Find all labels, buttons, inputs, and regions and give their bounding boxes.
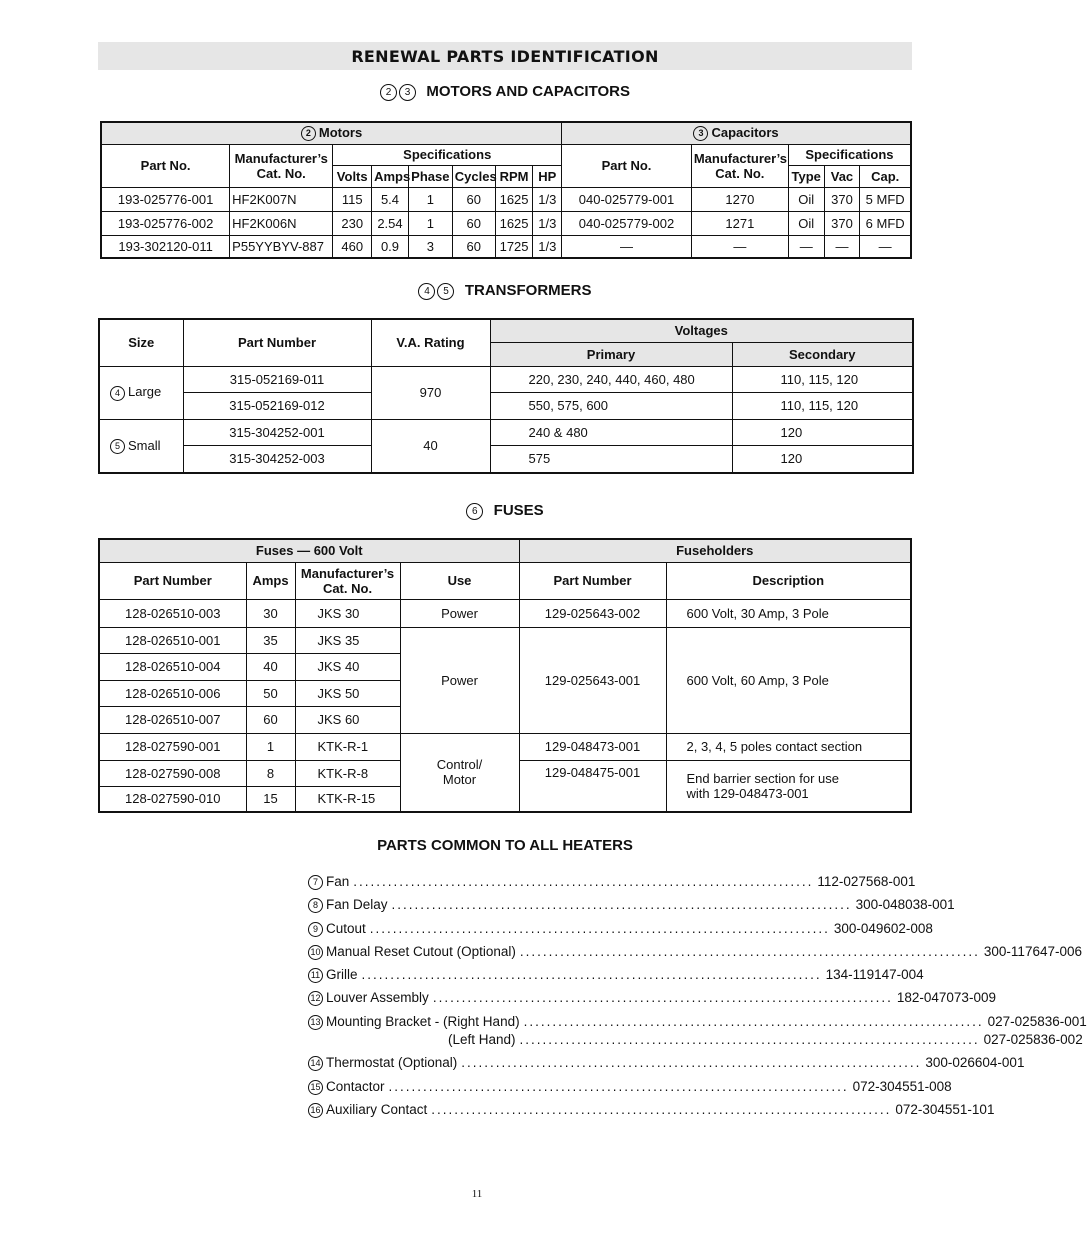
leader-dots: ................................................................................ <box>461 1055 922 1071</box>
header-line: Manufacturer’s <box>300 565 395 581</box>
part-label <box>308 990 429 1006</box>
col-amps: Amps <box>372 165 409 187</box>
cell: 370 <box>824 211 860 235</box>
cell: 1270 <box>691 187 788 211</box>
col-use: Use <box>400 562 519 599</box>
cell: 128-027590-010 <box>99 786 246 812</box>
circle-number: 5 <box>437 283 454 300</box>
fuses-heading <box>98 502 912 520</box>
cell: 15 <box>246 786 295 812</box>
cell: 110, 115, 120 <box>732 366 913 392</box>
cell: 193-302120-011 <box>101 235 230 258</box>
header-line: Manufacturer’s <box>693 150 788 166</box>
cell: 129-048473-001 <box>519 733 666 760</box>
cell: JKS 35 <box>295 627 400 653</box>
leader-dots: ................................................................................ <box>523 1013 984 1029</box>
part-name: Contactor <box>326 1078 385 1094</box>
part-number: 300-049602-008 <box>833 920 933 936</box>
cell: 970 <box>371 366 490 419</box>
col-part-number: Part Number <box>183 319 371 366</box>
part-name: Auxiliary Contact <box>326 1101 428 1117</box>
part-number: 027-025836-001 <box>987 1013 1087 1029</box>
part-number: 112-027568-001 <box>817 874 916 889</box>
cell: 120 <box>732 419 913 445</box>
cell: 460 <box>333 235 372 258</box>
part-name: Louver Assembly <box>326 990 429 1006</box>
cell: 370 <box>824 187 860 211</box>
part-label <box>308 921 366 937</box>
cell: 40 <box>371 419 490 473</box>
cell: 129-025643-001 <box>519 627 666 733</box>
cell: 60 <box>246 706 295 733</box>
col-part-no: Part No. <box>101 144 230 187</box>
capacitors-group-header <box>562 122 911 144</box>
header-line: Cat. No. <box>256 165 306 181</box>
page-title-banner <box>98 42 912 70</box>
cell: 600 Volt, 60 Amp, 3 Pole <box>666 627 911 733</box>
table-row <box>99 599 911 627</box>
cell: 50 <box>246 680 295 706</box>
table-row <box>99 733 911 760</box>
part-label <box>308 944 516 960</box>
circle-number: 4 <box>110 386 125 401</box>
cell: 128-026510-004 <box>99 653 246 680</box>
circle-number: 9 <box>308 922 323 937</box>
table-row <box>99 392 913 419</box>
circle-number: 10 <box>308 945 323 960</box>
part-name: Fan Delay <box>326 897 388 913</box>
cell: 5 MFD <box>860 187 911 211</box>
cell: 60 <box>452 211 495 235</box>
list-item <box>308 967 924 990</box>
col-specifications: Specifications <box>333 144 562 165</box>
cell: 128-026510-006 <box>99 680 246 706</box>
cell: 1725 <box>495 235 533 258</box>
circle-number: 2 <box>380 84 397 101</box>
cell: 129-048475-001 <box>519 760 666 812</box>
list-item <box>308 1055 1025 1078</box>
section-title: PARTS COMMON TO ALL HEATERS <box>377 837 633 854</box>
cell: JKS 50 <box>295 680 400 706</box>
list-item <box>308 897 955 920</box>
fuses-table <box>98 538 912 813</box>
cell: KTK-R-8 <box>295 760 400 786</box>
leader-dots: ................................................................................ <box>431 1101 892 1117</box>
cell <box>666 760 911 812</box>
part-name: (Left Hand) <box>448 1032 516 1048</box>
cell: 60 <box>452 187 495 211</box>
capacitors-label: Capacitors <box>711 125 779 141</box>
part-name: Thermostat (Optional) <box>326 1055 458 1071</box>
cell: 220, 230, 240, 440, 460, 480 <box>490 366 732 392</box>
table-row <box>99 366 913 392</box>
part-number: 134-119147-004 <box>825 967 924 983</box>
circle-number: 7 <box>308 875 323 890</box>
part-number: 300-117647-006 <box>983 943 1082 959</box>
col-phase: Phase <box>408 165 452 187</box>
circle-number: 3 <box>399 84 416 101</box>
cell: 128-027590-001 <box>99 733 246 760</box>
part-label <box>308 874 349 890</box>
list-item <box>308 1101 995 1125</box>
cell: 315-304252-003 <box>183 445 371 473</box>
list-item <box>308 943 1082 967</box>
col-type: Type <box>788 165 824 187</box>
desc-line: End barrier section for use <box>686 770 839 786</box>
col-fh-part-number: Part Number <box>519 562 666 599</box>
col-cap-mfr-cat <box>691 144 788 187</box>
leader-dots: ................................................................................ <box>361 967 822 983</box>
cell: 193-025776-001 <box>101 187 230 211</box>
table-row <box>101 187 911 211</box>
circle-number: 3 <box>693 126 708 141</box>
page-title: RENEWAL PARTS IDENTIFICATION <box>351 46 659 66</box>
cell: KTK-R-1 <box>295 733 400 760</box>
col-vac: Vac <box>824 165 860 187</box>
cell: 1/3 <box>533 187 562 211</box>
cell: 128-026510-001 <box>99 627 246 653</box>
cell: 1 <box>408 211 452 235</box>
circle-number: 15 <box>308 1080 323 1095</box>
motors-capacitors-table <box>100 121 912 259</box>
leader-dots: ................................................................................ <box>519 1032 980 1048</box>
part-name: Mounting Bracket - (Right Hand) <box>326 1013 520 1029</box>
cell: — <box>824 235 860 258</box>
part-name: Manual Reset Cutout (Optional) <box>326 943 516 959</box>
cell: — <box>562 235 692 258</box>
circle-number: 13 <box>308 1015 323 1030</box>
part-label <box>308 967 358 983</box>
col-cap: Cap. <box>860 165 911 187</box>
part-number: 300-026604-001 <box>925 1055 1025 1071</box>
col-mfr-cat <box>295 562 400 599</box>
size-label: Small <box>128 437 161 453</box>
cell: 8 <box>246 760 295 786</box>
part-number: 072-304551-101 <box>895 1101 995 1117</box>
leader-dots: ................................................................................ <box>519 943 980 959</box>
cell: 128-026510-007 <box>99 706 246 733</box>
section-title: TRANSFORMERS <box>464 282 592 299</box>
circle-number: 4 <box>418 283 435 300</box>
cell: 1271 <box>691 211 788 235</box>
leader-dots: ................................................................................ <box>391 897 852 913</box>
transformers-table <box>98 318 914 474</box>
circle-number: 11 <box>308 968 323 983</box>
col-voltages: Voltages <box>490 319 913 342</box>
cell: 1/3 <box>533 235 562 258</box>
cell: 550, 575, 600 <box>490 392 732 419</box>
cell: 128-027590-008 <box>99 760 246 786</box>
part-number: 072-304551-008 <box>852 1078 952 1094</box>
leader-dots: ................................................................................ <box>432 990 893 1006</box>
fuseholders-group-header: Fuseholders <box>519 539 911 562</box>
cell: HF2K006N <box>230 211 333 235</box>
cell: 600 Volt, 30 Amp, 3 Pole <box>666 599 911 627</box>
cell: 129-025643-002 <box>519 599 666 627</box>
header-line: Manufacturer’s <box>234 150 328 166</box>
section-title: MOTORS AND CAPACITORS <box>426 83 630 100</box>
cell: — <box>860 235 911 258</box>
cell: 1625 <box>495 211 533 235</box>
cell: KTK-R-15 <box>295 786 400 812</box>
cell: Power <box>400 599 519 627</box>
cell: Power <box>400 627 519 733</box>
page-number: 11 <box>471 1188 483 1200</box>
cell <box>400 733 519 812</box>
header-line: Cat. No. <box>715 165 765 181</box>
part-name: Grille <box>326 967 358 983</box>
cell: JKS 40 <box>295 653 400 680</box>
section-title: FUSES <box>493 502 544 519</box>
circle-number: 8 <box>308 898 323 913</box>
circle-number: 6 <box>466 503 483 520</box>
cell: HF2K007N <box>230 187 333 211</box>
cell: 5.4 <box>372 187 409 211</box>
cell: 1/3 <box>533 211 562 235</box>
cell: 40 <box>246 653 295 680</box>
circle-number: 12 <box>308 991 323 1006</box>
table-row <box>99 445 913 473</box>
col-primary: Primary <box>490 342 732 366</box>
col-cap-part-no: Part No. <box>562 144 692 187</box>
cell: 60 <box>452 235 495 258</box>
cell: 128-026510-003 <box>99 599 246 627</box>
cell: JKS 60 <box>295 706 400 733</box>
cell: 1 <box>246 733 295 760</box>
common-parts-heading <box>98 837 912 854</box>
cell: 30 <box>246 599 295 627</box>
col-cap-specifications: Specifications <box>788 144 911 165</box>
cell: 315-304252-001 <box>183 419 371 445</box>
col-secondary: Secondary <box>732 342 913 366</box>
cell: 0.9 <box>372 235 409 258</box>
part-label <box>308 1102 427 1118</box>
col-mfr-cat <box>230 144 333 187</box>
motors-group-header <box>101 122 562 144</box>
leader-dots: ................................................................................ <box>353 874 814 889</box>
col-amps: Amps <box>246 562 295 599</box>
part-label <box>308 1055 457 1071</box>
cell: 040-025779-002 <box>562 211 692 235</box>
cell: 2, 3, 4, 5 poles contact section <box>666 733 911 760</box>
cell: P55YYBYV-887 <box>230 235 333 258</box>
part-label <box>308 1032 516 1047</box>
cell: 240 & 480 <box>490 419 732 445</box>
table-row <box>99 627 911 653</box>
part-number: 027-025836-002 <box>983 1032 1083 1048</box>
part-name: Fan <box>326 874 350 889</box>
cell: 193-025776-002 <box>101 211 230 235</box>
list-item <box>308 874 916 897</box>
part-name: Cutout <box>326 920 366 936</box>
list-item <box>308 990 996 1013</box>
list-item <box>308 920 933 944</box>
cell: Oil <box>788 211 824 235</box>
size-label: Large <box>128 384 162 400</box>
col-description: Description <box>666 562 911 599</box>
circle-number: 5 <box>110 439 125 454</box>
cell: 6 MFD <box>860 211 911 235</box>
col-va-rating: V.A. Rating <box>371 319 490 366</box>
common-parts-list <box>308 874 1087 1125</box>
leader-dots: ................................................................................ <box>369 920 830 936</box>
cell: 575 <box>490 445 732 473</box>
cell: Oil <box>788 187 824 211</box>
table-row <box>101 211 911 235</box>
cell: 120 <box>732 445 913 473</box>
cell: 3 <box>408 235 452 258</box>
part-number: 300-048038-001 <box>855 897 955 913</box>
motors-capacitors-heading <box>98 83 912 101</box>
cell: 230 <box>333 211 372 235</box>
size-cell <box>99 366 183 419</box>
fuses-group-header: Fuses — 600 Volt <box>99 539 519 562</box>
list-item <box>308 1032 1083 1055</box>
part-label <box>308 1079 385 1095</box>
part-label <box>308 1014 520 1030</box>
cell: 35 <box>246 627 295 653</box>
cell: — <box>788 235 824 258</box>
col-part-number: Part Number <box>99 562 246 599</box>
cell: 1 <box>408 187 452 211</box>
desc-line: with 129-048473-001 <box>686 785 809 801</box>
col-volts: Volts <box>333 165 372 187</box>
header-line: Cat. No. <box>322 580 373 596</box>
use-line: Motor <box>442 772 477 788</box>
table-row <box>99 419 913 445</box>
cell: JKS 30 <box>295 599 400 627</box>
part-label <box>308 897 388 913</box>
use-line: Control/ <box>436 757 483 773</box>
cell: 315-052169-011 <box>183 366 371 392</box>
leader-dots: ................................................................................ <box>388 1078 849 1094</box>
col-rpm: RPM <box>495 165 533 187</box>
col-cycles: Cycles <box>452 165 495 187</box>
col-hp: HP <box>533 165 562 187</box>
cell: 2.54 <box>372 211 409 235</box>
circle-number: 14 <box>308 1056 323 1071</box>
circle-number: 16 <box>308 1103 323 1118</box>
list-item <box>308 1078 952 1102</box>
cell: 315-052169-012 <box>183 392 371 419</box>
cell: — <box>691 235 788 258</box>
cell: 110, 115, 120 <box>732 392 913 419</box>
circle-number: 2 <box>301 126 316 141</box>
part-number: 182-047073-009 <box>896 990 996 1006</box>
table-row <box>101 235 911 258</box>
transformers-heading <box>98 282 912 300</box>
cell: 1625 <box>495 187 533 211</box>
cell: 115 <box>333 187 372 211</box>
size-cell <box>99 419 183 473</box>
cell: 040-025779-001 <box>562 187 692 211</box>
col-size: Size <box>99 319 183 366</box>
motors-label: Motors <box>318 125 363 141</box>
